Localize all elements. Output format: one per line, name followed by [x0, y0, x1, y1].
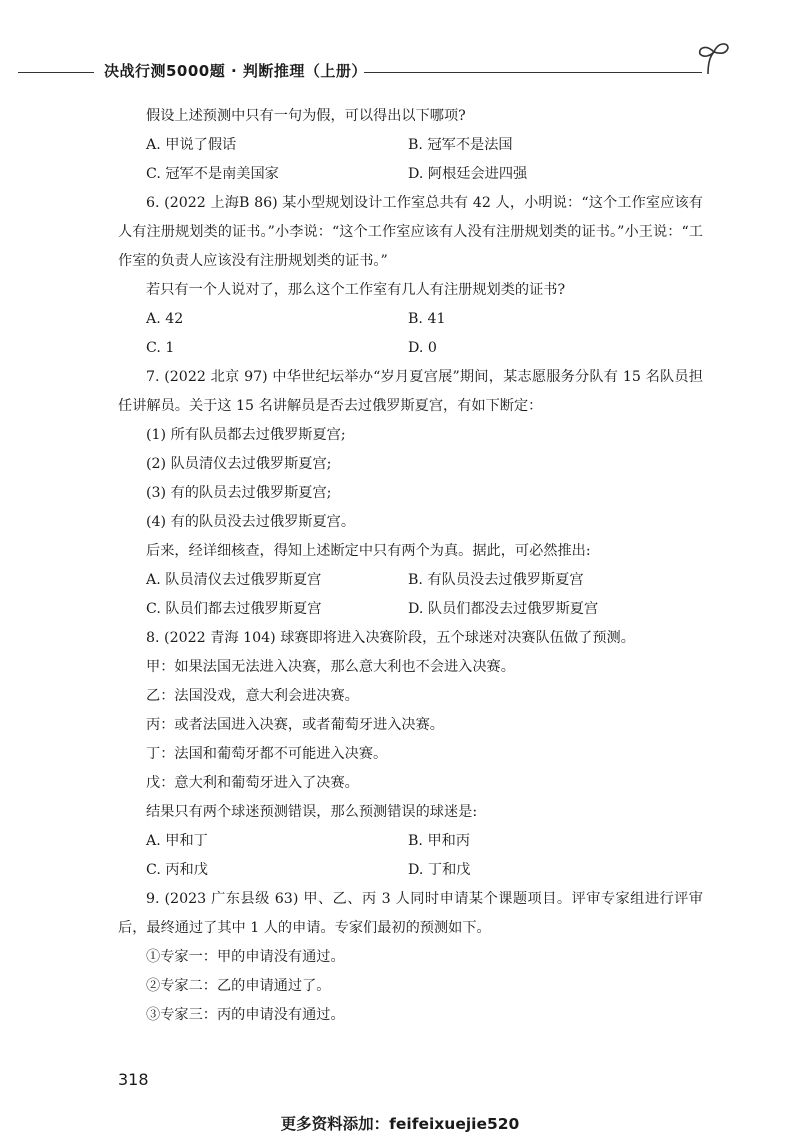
q8-option-c: C. 丙和戊 — [146, 862, 208, 878]
q8-statement: 丁：法国和葡萄牙都不可能进入决赛。 — [146, 746, 388, 762]
q7-option-b: B. 有队员没去过俄罗斯夏宫 — [408, 572, 584, 588]
q6-option-a: A. 42 — [146, 311, 184, 327]
q7-statement: (2) 队员清仪去过俄罗斯夏宫; — [146, 456, 332, 472]
footer-note: 更多资料添加：feifeixuejie520 — [280, 1115, 520, 1133]
q8-question: 结果只有两个球迷预测错误，那么预测错误的球迷是: — [146, 804, 478, 820]
page-header — [18, 60, 712, 90]
intro-option-a: A. 甲说了假话 — [146, 137, 237, 153]
book-title: 决战行测5000题 · 判断推理（上册） — [104, 62, 367, 80]
header-rule-right — [364, 72, 702, 73]
q7-options-row-2 — [118, 595, 703, 624]
q9-statement: ③专家三：丙的申请没有通过。 — [146, 1007, 345, 1023]
q9-statement: ②专家二：乙的申请通过了。 — [146, 978, 331, 994]
q7-option-d: D. 队员们都没去过俄罗斯夏宫 — [408, 601, 599, 617]
q8-option-b: B. 甲和丙 — [408, 833, 471, 849]
q7-stem: 7. (2022 北京 97) 中华世纪坛举办“岁月夏宫展”期间，某志愿服务分队有 15 名队员担任讲解员。关于这 15 名讲解员是否去过俄罗斯夏宫，有如下断定： — [118, 369, 703, 414]
q6-options-row-1 — [118, 305, 703, 334]
q8-statement: 乙：法国没戏，意大利会进决赛。 — [146, 688, 359, 704]
q9-stem: 9. (2023 广东县级 63) 甲、乙、丙 3 人同时申请某个课题项目。评审专家组进行评审后，最终通过了其中 1 人的申请。专家们最初的预测如下。 — [118, 891, 703, 936]
page-number: 318 — [118, 1070, 149, 1089]
q9-statement: ①专家一：甲的申请没有通过。 — [146, 949, 345, 965]
q8-statement: 甲：如果法国无法进入决赛，那么意大利也不会进入决赛。 — [146, 659, 515, 675]
header-rule-left — [18, 72, 94, 73]
q7-statement: (3) 有的队员去过俄罗斯夏宫; — [146, 485, 332, 501]
q7-options-row-1 — [118, 566, 703, 595]
q8-stem: 8. (2022 青海 104) 球赛即将进入决赛阶段，五个球迷对决赛队伍做了预测。 — [146, 630, 635, 646]
intro-option-c: C. 冠军不是南美国家 — [146, 166, 279, 182]
q8-statement: 戊：意大利和葡萄牙进入了决赛。 — [146, 775, 359, 791]
intro-option-d: D. 阿根廷会进四强 — [408, 166, 528, 182]
q6-option-b: B. 41 — [408, 311, 446, 327]
intro-options-row-2 — [118, 160, 703, 189]
q8-options-row-1 — [118, 827, 703, 856]
q7-option-c: C. 队员们都去过俄罗斯夏宫 — [146, 601, 322, 617]
q6-options-row-2 — [118, 334, 703, 363]
intro-option-b: B. 冠军不是法国 — [408, 137, 513, 153]
q8-option-d: D. 丁和戊 — [408, 862, 471, 878]
q7-option-a: A. 队员清仪去过俄罗斯夏宫 — [146, 572, 322, 588]
page-body — [118, 102, 703, 1030]
intro-question: 假设上述预测中只有一句为假，可以得出以下哪项? — [146, 108, 466, 124]
q8-option-a: A. 甲和丁 — [146, 833, 208, 849]
q6-option-c: C. 1 — [146, 340, 175, 356]
sprout-icon — [694, 40, 734, 76]
q7-question: 后来，经详细核查，得知上述断定中只有两个为真。据此，可必然推出: — [146, 543, 591, 559]
q6-stem: 6. (2022 上海B 86) 某小型规划设计工作室总共有 42 人，小明说：“这个工作室应该有人有注册规划类的证书。”小李说：“这个工作室应该有人没有注册规划类的证书。”小王说：“工作室的负责人应该没有注册规划类的证书。” — [118, 195, 703, 269]
q8-statement: 丙：或者法国进入决赛，或者葡萄牙进入决赛。 — [146, 717, 444, 733]
q6-option-d: D. 0 — [408, 340, 437, 356]
q7-statement: (4) 有的队员没去过俄罗斯夏宫。 — [146, 514, 356, 530]
q8-options-row-2 — [118, 856, 703, 885]
q7-statement: (1) 所有队员都去过俄罗斯夏宫; — [146, 427, 346, 443]
intro-options-row-1 — [118, 131, 703, 160]
q6-question: 若只有一个人说对了，那么这个工作室有几人有注册规划类的证书? — [146, 282, 566, 298]
